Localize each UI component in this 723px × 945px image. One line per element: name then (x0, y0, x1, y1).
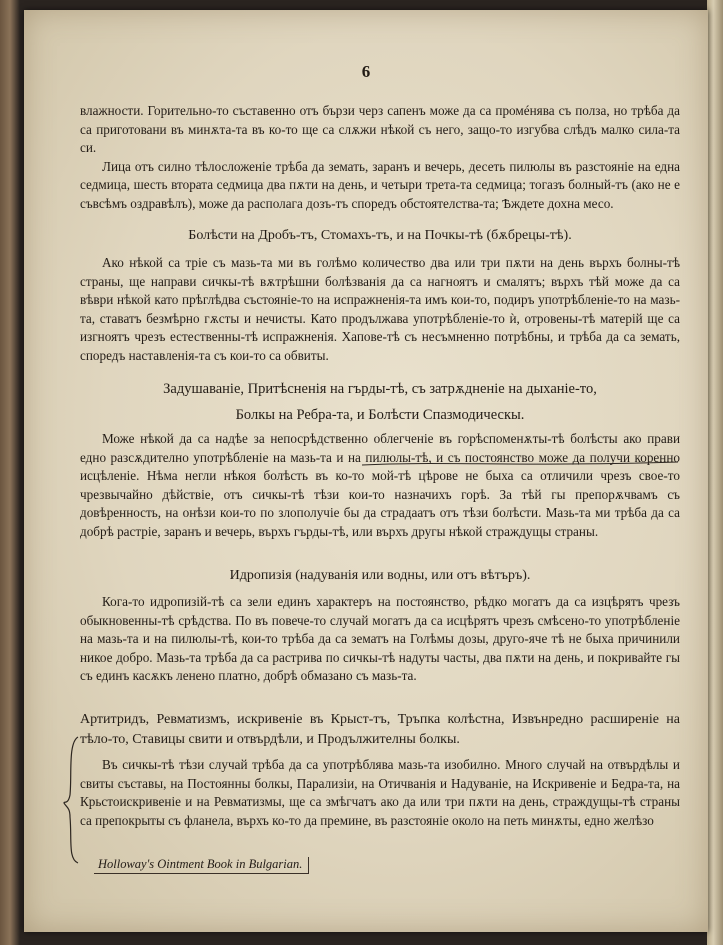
paragraph-asthma: Може нѣкой да са надѣе за непосрѣдственно облегченіе въ горѣспоменѫты-тѣ болѣсты ако прави едно разсѫдително употрѣбленіе на мазь-та и на пилюлы-тѣ, и съ постоянство може да получи коренно исцѣленіе. Нѣма негли нѣкоя болѣсть въ ко-то мой-тѣ цѣрове не быха са отличили чрезъ свое-то чрезвычайно дѣйствіе, отъ сичкы-тѣ тѣзи кои-то назначихъ горѣ. За тѣй гы препорѫчвамъ съ довѣренность, на онѣзи кои-то по злополучіе бы да страдаатъ отъ тѣзи болѣсти. Мазь-та ми трѣба да са добрѣ растріе, заранъ и вечерь, върхъ гърды-тѣ, или върхъ другы нѣкой страждущы страны. (80, 431, 680, 539)
intro-paragraph-2: Лица отъ силно тѣлосложеніе трѣба да земать, заранъ и вечерь, десеть пилюлы въ разстояніе на една седмица, шесть втората седмица два пѫти на день, и четыри трета-та седмица; тогазъ болный-тъ (ако не е съвсѣмъ оздравѣлъ), може да располага дозъ-тъ споредъ обстоятелства-та; Ѣждете дохна месо. (80, 158, 680, 211)
intro-section (80, 102, 680, 213)
next-page-edge (707, 0, 723, 945)
paragraph-liver: Ако нѣкой са тріе съ мазь-та ми въ голѣмо количество два или три пѫти на день върхъ болны-тѣ страны, ще направи сичкы-тѣ вѫтрѣшни болѣзванія да са нагноятъ и смалятъ; върхъ тѣй може да са вѣври нѣкой като прѣглѣдва състояніе-то на испражненія-та имъ кои-то, подиръ употрѣбленіе-то на мазь-та, ставатъ безмѣрно гѫсты и нечисты. Като продължава употрѣбленіе-то ѝ, отровены-тѣ матерій ще са изгноятъ чрезъ естественны-тѣ испражненія. Хапове-тѣ съ несъмненно потрѣбны, и трѣба да са земать, споредъ наставленія-та съ кои-то са обвиты. (80, 255, 680, 363)
heading-dropsy: Идропизія (надуванія или водны, или отъ вѣтъръ). (229, 568, 531, 583)
heading-asthma-line-2: Болкы на Ребра-та, и Болѣсти Спазмодическы. (235, 407, 525, 423)
heading-asthma-line-1: Задушаваніе, Притѣсненія на гърды-тѣ, съ затрѫдненіе на дыханіе-то, (163, 381, 597, 397)
heading-liver-stomach-kidneys: Болѣсти на Дробъ-тъ, Стомахъ-тъ, и на Почкы-тѣ (бѫбрецы-тѣ). (188, 228, 572, 243)
paragraph-arthritis: Въ сичкы-тѣ тѣзи случай трѣба да са употрѣблява мазь-та изобилно. Много случай на отвърдѣлы и свиты съставы, на Постоянны болкы, Парализіи, на Отичванія и Надуваніе, на Искривеніе и Бедра-та, на Крьстоискривеніе и на Ревматизмы, ще са змѣгчатъ ако да или три пѫти на день, страждущы-тѣ страны са препокрыты съ фланела, върхъ ко-то да премине, въ разстояніе около на петь минѫты, едно желѣзо (80, 757, 680, 828)
section-asthma (80, 430, 680, 541)
handwritten-underline-mark (360, 457, 680, 469)
paragraph-dropsy: Кога-то идропизій-тѣ са зели единъ характеръ на постоянство, рѣдко могатъ да са изцѣрятъ чрезъ обыкновенны-тѣ срѣдства. По въ повече-то случай могатъ да са исцѣрятъ чрезъ смѣсено-то употрѣбленіе на мазь-та и на пилюлы-тѣ, кои-то трѣба да са зематъ на Голѣмы дозы, друго-яче тѣ не быха причинили никое добро. Мазь-та трѣба да са растрива по сичкы-тѣ надуты часты, два пѫти на день, и покривайте гы съ единъ касѫкъ ленено платно, добрѣ обмазано съ мазь-та. (80, 594, 680, 683)
section-liver (80, 254, 680, 365)
heading-arthritis: Артитридъ, Ревматизмъ, искривеніе въ Крыст-тъ, Тръпка колѣстна, Извънредно расширеніе на тѣло-то, Ставицы свити и отвърдѣли, и Продължителны болкы. (80, 712, 680, 747)
handwritten-footer-note: Holloway's Ointment Book in Bulgarian. (94, 857, 309, 874)
document-page (24, 10, 708, 932)
page-number: 6 (361, 62, 371, 81)
section-arthritis (80, 756, 680, 830)
intro-paragraph: влажности. Горительно-то съставенно отъ бързи черз сапенъ може да са промéнява съ полза, но трѣба да са приготовани въ минѫта-та въ ко-то ще са слѫжи нѣкой съ него, защо-то изгубва слѣдъ малко сила-та си. (80, 103, 680, 155)
handwritten-bracket-mark (62, 735, 82, 865)
section-dropsy (80, 593, 680, 686)
